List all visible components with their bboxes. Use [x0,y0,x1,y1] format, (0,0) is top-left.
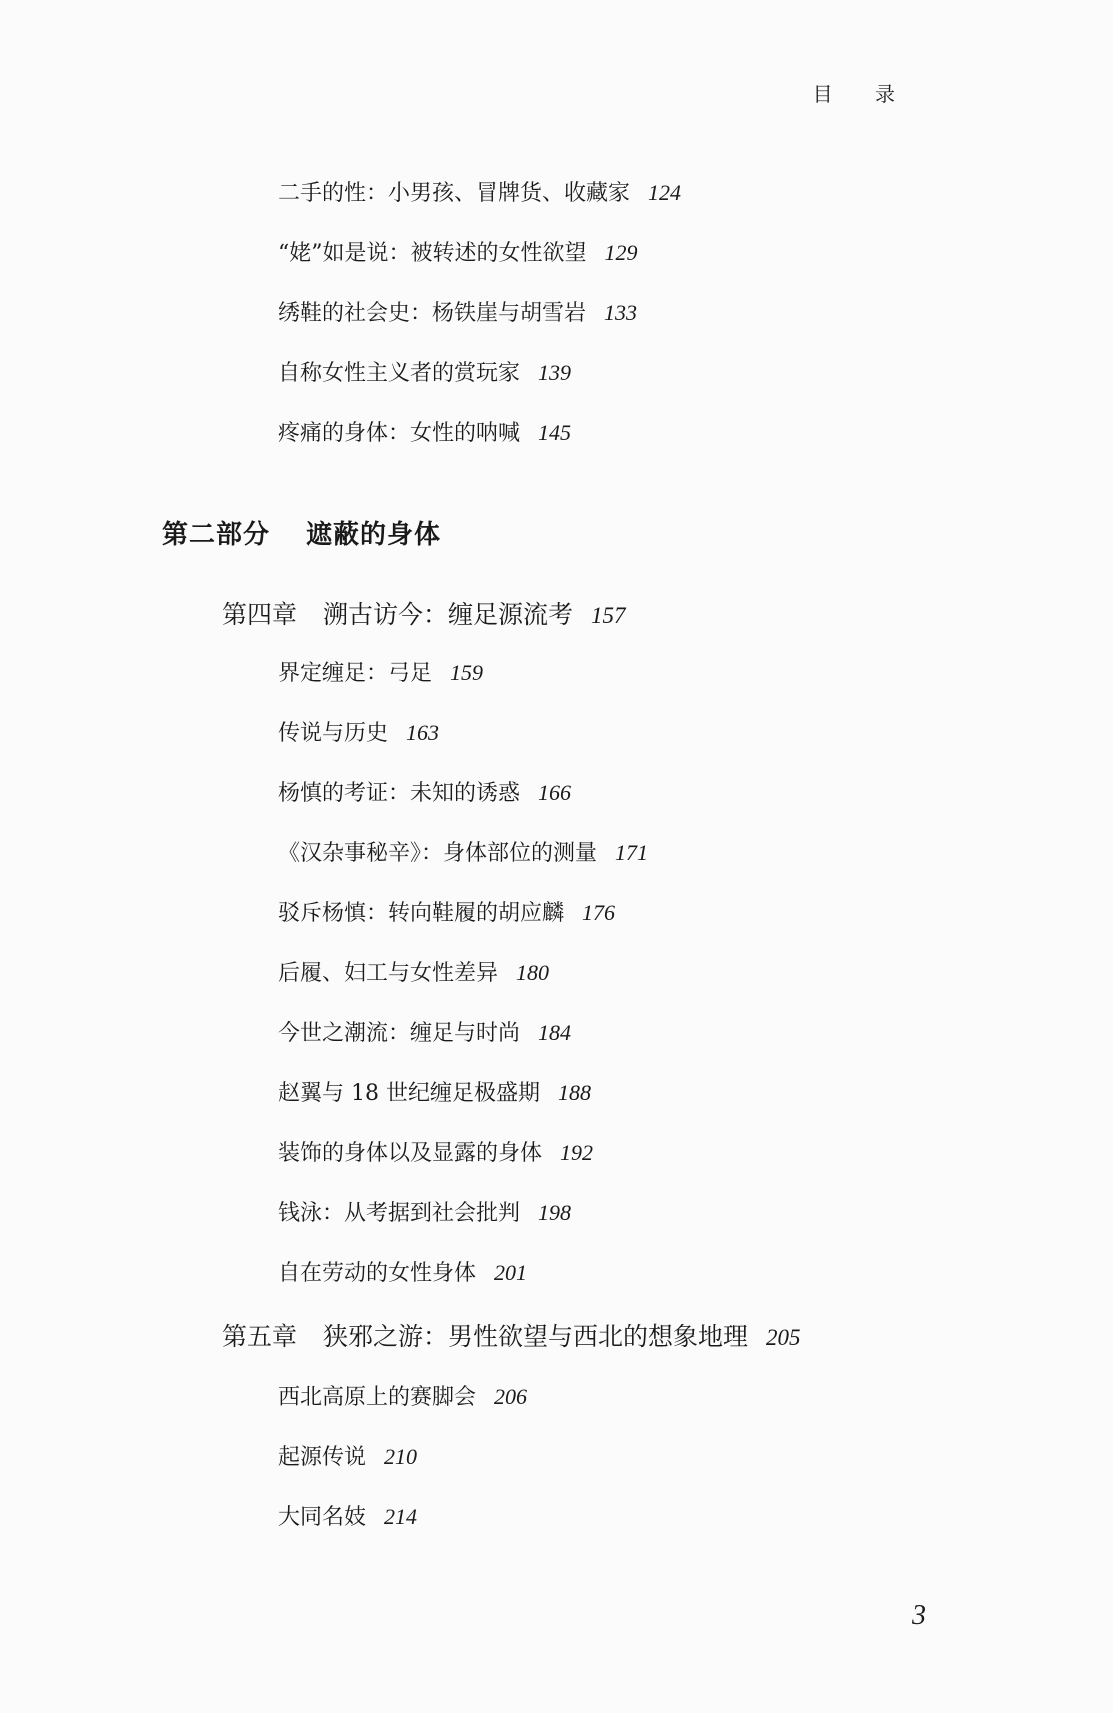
toc-entry[interactable] [278,1078,591,1109]
toc-entry[interactable] [278,298,637,329]
part-heading[interactable] [162,520,441,550]
entry-title: 绣鞋的社会史：杨铁崖与胡雪岩 [278,301,587,326]
entry-page: 159 [450,660,484,685]
chapter-label: 第四章 [222,600,298,629]
entry-page: 171 [615,840,649,865]
entry-page: 145 [538,420,572,445]
toc-entry[interactable] [278,1442,417,1473]
chapter-heading[interactable] [222,1322,801,1353]
entry-title: 杨慎的考证：未知的诱惑 [278,781,521,806]
toc-entry[interactable] [278,1502,417,1533]
entry-page: 133 [604,300,638,325]
entry-title: 《汉杂事秘辛》：身体部位的测量 [278,841,598,866]
entry-page: 206 [494,1384,528,1409]
entry-page: 124 [648,180,682,205]
entry-title: 驳斥杨慎：转向鞋履的胡应麟 [278,901,565,926]
entry-title: 二手的性：小男孩、冒牌货、收藏家 [278,181,631,206]
entry-page: 163 [406,720,440,745]
toc-entry[interactable] [278,238,638,269]
chapter-title: 狭邪之游：男性欲望与西北的想象地理 [323,1322,749,1351]
entry-page: 188 [557,1080,591,1105]
entry-title: 自称女性主义者的赏玩家 [278,361,521,386]
entry-page: 201 [494,1260,528,1285]
entry-title: 大同名妓 [278,1505,367,1530]
entry-page: 184 [538,1020,572,1045]
entry-page: 180 [516,960,550,985]
toc-entry[interactable] [278,1018,571,1049]
part-label: 第二部分 [162,520,271,550]
chapter-page: 157 [591,603,626,628]
toc-entry[interactable] [278,358,571,389]
toc-entry[interactable] [278,1198,571,1229]
entry-title: 今世之潮流：缠足与时尚 [278,1021,521,1046]
toc-entry[interactable] [278,958,549,989]
entry-title: 起源传说 [278,1445,367,1470]
entry-title: 钱泳：从考据到社会批判 [278,1201,521,1226]
running-header: 目 录 [812,82,913,106]
toc-entry[interactable] [278,418,571,449]
entry-page: 192 [560,1140,594,1165]
toc-entry[interactable] [278,718,439,749]
entry-page: 139 [538,360,572,385]
toc-entry[interactable] [278,1258,527,1289]
entry-title: 界定缠足：弓足 [278,661,433,686]
toc-entry[interactable] [278,658,483,689]
entry-title: 传说与历史 [278,721,389,746]
entry-page: 129 [604,240,638,265]
toc-entry[interactable] [278,778,571,809]
entry-page: 166 [538,780,572,805]
chapter-label: 第五章 [222,1322,298,1351]
toc-entry[interactable] [278,1382,527,1413]
entry-title: 西北高原上的赛脚会 [278,1385,477,1410]
chapter-title: 溯古访今：缠足源流考 [323,600,574,629]
entry-page: 210 [384,1444,418,1469]
entry-page: 214 [384,1504,418,1529]
chapter-heading[interactable] [222,600,626,631]
entry-page: 176 [582,900,616,925]
entry-title: 后履、妇工与女性差异 [278,961,499,986]
toc-entry[interactable] [278,1138,593,1169]
entry-page: 198 [538,1200,572,1225]
toc-entry[interactable] [278,178,681,209]
toc-entry[interactable] [278,898,615,929]
chapter-page: 205 [766,1325,801,1350]
toc-entry[interactable] [278,838,648,869]
entry-title: 自在劳动的女性身体 [278,1261,477,1286]
entry-title: 疼痛的身体：女性的呐喊 [278,421,521,446]
entry-title: 赵翼与 18 世纪缠足极盛期 [278,1081,540,1106]
entry-title: 装饰的身体以及显露的身体 [278,1141,543,1166]
page-number: 3 [912,1600,926,1631]
entry-title: “姥”如是说：被转述的女性欲望 [278,241,587,266]
part-title: 遮蔽的身体 [306,520,442,550]
